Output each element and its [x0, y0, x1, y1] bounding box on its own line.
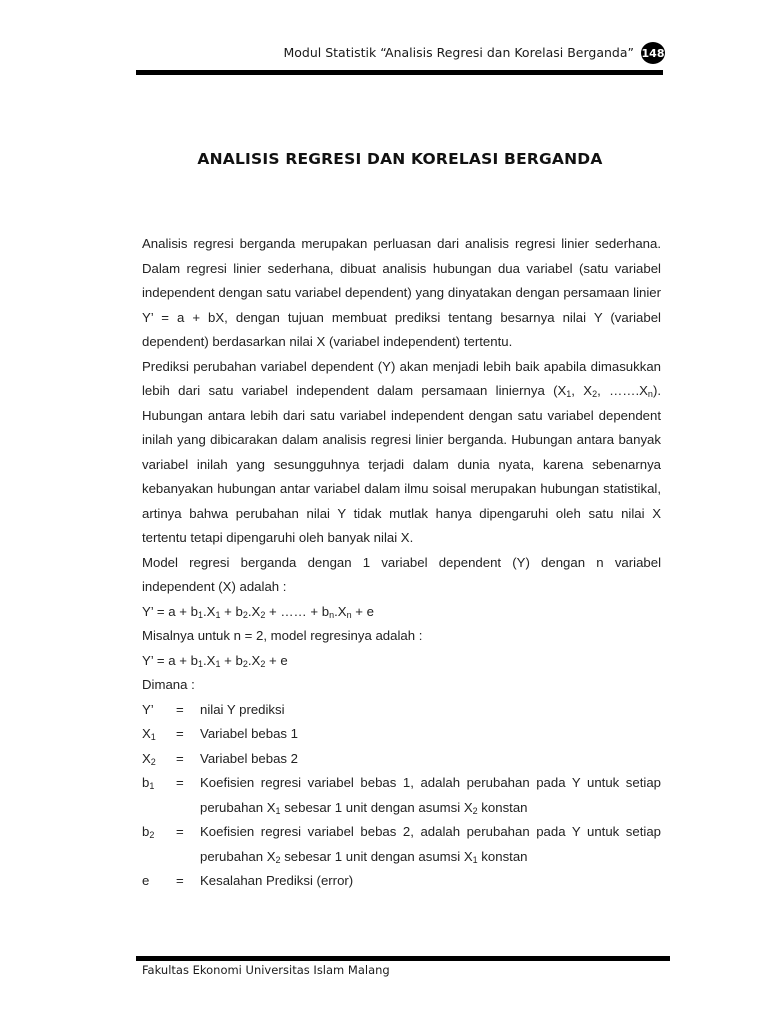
- footer-rule: [136, 956, 670, 961]
- definition-x1: $X_1$ = Variabel bebas 1: [142, 726, 298, 742]
- document-body: [142, 232, 661, 894]
- document-title: ANALISIS REGRESI DAN KORELASI BERGANDA: [197, 150, 603, 168]
- where-label: Dimana :: [142, 677, 195, 692]
- paragraph-model: Model regresi berganda dengan 1 variabel dependent (Y) dengan n variabel independent (X) adalah :: [142, 554, 661, 594]
- definition-b2: $b_2$ = Koefisien regresi variabel bebas 2, adalah perubahan pada Y untuk setiap perubahan $X_2$ sebesar 1 unit dengan asumsi $X_1$ konstan: [142, 824, 661, 865]
- paragraph-intro: Analisis regresi berganda merupakan perluasan dari analisis regresi linier sederhana. Dalam regresi linier sederhana, dibuat analisis hubungan dua variabel (satu variabel independent dengan satu variabel dependent) yang dinyatakan dengan persamaan linier Y’ = a + bX, dengan tujuan membuat prediksi tentang besarnya nilai Y (variabel dependent) berdasarkan nilai X (variabel independent) tertentu.: [142, 236, 661, 349]
- definition-b1: $b_1$ = Koefisien regresi variabel bebas 1, adalah perubahan pada Y untuk setiap perubahan $X_1$ sebesar 1 unit dengan asumsi $X_2$ konstan: [142, 775, 661, 816]
- running-header: Modul Statistik “Analisis Regresi dan Korelasi Berganda”: [283, 45, 634, 60]
- page-number-badge: 148: [641, 42, 665, 64]
- definition-y: Y’ = nilai Y prediksi: [142, 701, 285, 717]
- formula-general: Y’ = $a + b_1.X_1 + b_2.X_2$ + …… + $b_n.X_n + e$: [142, 603, 374, 620]
- paragraph-prediction: Prediksi perubahan variabel dependent (Y) akan menjadi lebih baik apabila dimasukkan lebih dari satu variabel independent dalam persamaan liniernya ($X_1$, $X_2$, $\dots\dots.X_n$). Hubungan antara lebih dari satu variabel independent dengan satu variabel dependent inilah yang dibicarakan dalam analisis regresi linier berganda. Hubungan antara banyak variabel inilah yang sesungguhnya terjadi dalam dunia nyata, karena sebenarnya kebanyakan hubungan antar variabel dalam ilmu soisal merupakan hubungan statistikal, artinya bahwa perubahan nilai Y tidak mutlak hanya dipengaruhi oleh satu nilai X tertentu tetapi dipengaruhi oleh banyak nilai X.: [142, 358, 661, 545]
- formula-two-variables: Y’ = $a + b_1.X_1 + b_2.X_2 + e$: [142, 652, 288, 669]
- footer-institution: Fakultas Ekonomi Universitas Islam Malang: [142, 963, 390, 977]
- definition-x2: $X_2$ = Variabel bebas 2: [142, 750, 298, 767]
- header-rule: [136, 70, 663, 75]
- definition-list: [142, 698, 661, 894]
- paragraph-example: Misalnya untuk n = 2, model regresinya adalah :: [142, 628, 423, 643]
- definition-e: e = Kesalahan Prediksi (error): [142, 873, 354, 888]
